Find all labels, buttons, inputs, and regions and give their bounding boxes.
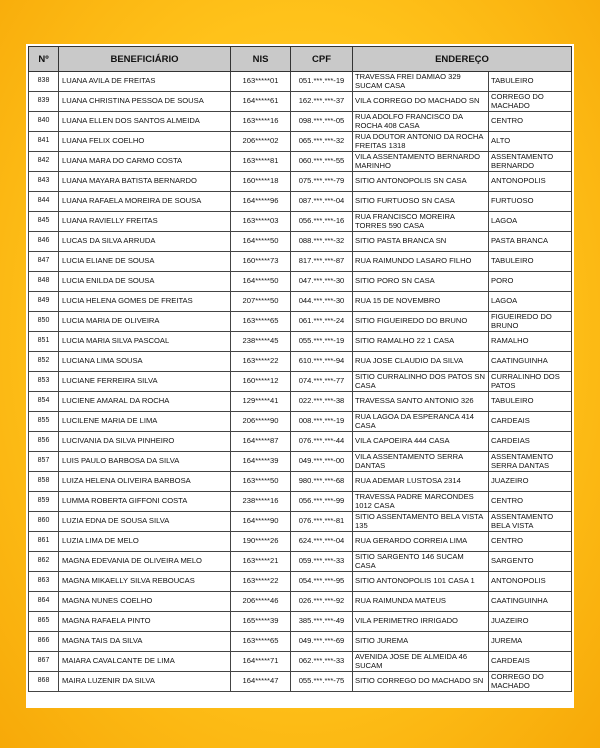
beneficiary-name: LUCIENE AMARAL DA ROCHA — [59, 392, 231, 412]
nis-value: 164*****90 — [231, 512, 291, 532]
nis-value: 206*****90 — [231, 412, 291, 432]
row-number: 863 — [29, 572, 59, 592]
address-street: RUA LAGOA DA ESPERANCA 414 CASA — [353, 412, 489, 432]
address-district: CORREGO DO MACHADO — [489, 672, 572, 692]
nis-value: 163*****01 — [231, 72, 291, 92]
row-number: 853 — [29, 372, 59, 392]
cpf-value: 076.***.***-81 — [291, 512, 353, 532]
address-district: JUREMA — [489, 632, 572, 652]
beneficiary-name: MAGNA NUNES COELHO — [59, 592, 231, 612]
beneficiary-name: LUCIANE FERREIRA SILVA — [59, 372, 231, 392]
row-number: 844 — [29, 192, 59, 212]
nis-value: 164*****47 — [231, 672, 291, 692]
table-header-row — [29, 47, 572, 72]
nis-value: 129*****41 — [231, 392, 291, 412]
cpf-value: 026.***.***-92 — [291, 592, 353, 612]
address-street: SITIO SARGENTO 146 SUCAM CASA — [353, 552, 489, 572]
row-number: 839 — [29, 92, 59, 112]
nis-value: 163*****22 — [231, 352, 291, 372]
nis-value: 163*****65 — [231, 632, 291, 652]
table-row — [29, 472, 572, 492]
address-street: RUA FRANCISCO MOREIRA TORRES 590 CASA — [353, 212, 489, 232]
beneficiary-name: MAGNA EDEVANIA DE OLIVEIRA MELO — [59, 552, 231, 572]
nis-value: 164*****71 — [231, 652, 291, 672]
address-street: AVENIDA JOSE DE ALMEIDA 46 SUCAM — [353, 652, 489, 672]
cpf-value: 008.***.***-19 — [291, 412, 353, 432]
cpf-value: 162.***.***-37 — [291, 92, 353, 112]
address-district: JUAZEIRO — [489, 472, 572, 492]
cpf-value: 817.***.***-87 — [291, 252, 353, 272]
row-number: 842 — [29, 152, 59, 172]
address-street: RUA RAIMUNDA MATEUS — [353, 592, 489, 612]
address-street: RUA GERARDO CORREIA LIMA — [353, 532, 489, 552]
row-number: 859 — [29, 492, 59, 512]
row-number: 840 — [29, 112, 59, 132]
address-district: CENTRO — [489, 112, 572, 132]
beneficiary-name: LUANA MAYARA BATISTA BERNARDO — [59, 172, 231, 192]
address-street: SITIO JUREMA — [353, 632, 489, 652]
address-district: CAATINGUINHA — [489, 352, 572, 372]
address-district: SARGENTO — [489, 552, 572, 572]
beneficiary-name: LUCIA ENILDA DE SOUSA — [59, 272, 231, 292]
header-number: Nº — [29, 47, 59, 72]
cpf-value: 056.***.***-16 — [291, 212, 353, 232]
address-street: TRAVESSA SANTO ANTONIO 326 — [353, 392, 489, 412]
cpf-value: 055.***.***-19 — [291, 332, 353, 352]
address-street: SITIO RAMALHO 22 1 CASA — [353, 332, 489, 352]
beneficiary-name: LUIZA HELENA OLIVEIRA BARBOSA — [59, 472, 231, 492]
address-street: SITIO ASSENTAMENTO BELA VISTA 135 — [353, 512, 489, 532]
address-district: ANTONOPOLIS — [489, 572, 572, 592]
row-number: 838 — [29, 72, 59, 92]
table-row — [29, 492, 572, 512]
nis-value: 163*****65 — [231, 312, 291, 332]
table-row — [29, 632, 572, 652]
row-number: 851 — [29, 332, 59, 352]
address-district: JUAZEIRO — [489, 612, 572, 632]
beneficiary-table — [28, 46, 572, 692]
table-body — [29, 72, 572, 692]
address-district: CURRALINHO DOS PATOS — [489, 372, 572, 392]
beneficiary-name: LUANA CHRISTINA PESSOA DE SOUSA — [59, 92, 231, 112]
cpf-value: 061.***.***-24 — [291, 312, 353, 332]
table-row — [29, 412, 572, 432]
row-number: 865 — [29, 612, 59, 632]
nis-value: 163*****21 — [231, 552, 291, 572]
table-row — [29, 452, 572, 472]
table-row — [29, 132, 572, 152]
table-row — [29, 232, 572, 252]
header-nis: NIS — [231, 47, 291, 72]
row-number: 854 — [29, 392, 59, 412]
table-row — [29, 532, 572, 552]
nis-value: 163*****81 — [231, 152, 291, 172]
nis-value: 238*****16 — [231, 492, 291, 512]
table-row — [29, 192, 572, 212]
table-row — [29, 372, 572, 392]
address-street: VILA CAPOEIRA 444 CASA — [353, 432, 489, 452]
address-district: LAGOA — [489, 212, 572, 232]
table-row — [29, 672, 572, 692]
cpf-value: 056.***.***-99 — [291, 492, 353, 512]
table-row — [29, 152, 572, 172]
table-row — [29, 352, 572, 372]
beneficiary-name: LUANA ELLEN DOS SANTOS ALMEIDA — [59, 112, 231, 132]
beneficiary-name: LUZIA EDNA DE SOUSA SILVA — [59, 512, 231, 532]
address-district: CARDEAIS — [489, 412, 572, 432]
table-row — [29, 92, 572, 112]
cpf-value: 049.***.***-69 — [291, 632, 353, 652]
address-street: SITIO PORO SN CASA — [353, 272, 489, 292]
cpf-value: 065.***.***-32 — [291, 132, 353, 152]
table-row — [29, 552, 572, 572]
beneficiary-name: LUCIA HELENA GOMES DE FREITAS — [59, 292, 231, 312]
address-street: SITIO CURRALINHO DOS PATOS SN CASA — [353, 372, 489, 392]
cpf-value: 098.***.***-05 — [291, 112, 353, 132]
table-row — [29, 212, 572, 232]
beneficiary-name: LUCIVANIA DA SILVA PINHEIRO — [59, 432, 231, 452]
beneficiary-name: LUANA RAFAELA MOREIRA DE SOUSA — [59, 192, 231, 212]
header-cpf: CPF — [291, 47, 353, 72]
address-district: CORREGO DO MACHADO — [489, 92, 572, 112]
beneficiary-name: MAIARA CAVALCANTE DE LIMA — [59, 652, 231, 672]
table-row — [29, 252, 572, 272]
nis-value: 160*****18 — [231, 172, 291, 192]
beneficiary-name: LUANA MARA DO CARMO COSTA — [59, 152, 231, 172]
address-district: ANTONOPOLIS — [489, 172, 572, 192]
cpf-value: 088.***.***-32 — [291, 232, 353, 252]
nis-value: 164*****61 — [231, 92, 291, 112]
address-street: VILA PERIMETRO IRRIGADO — [353, 612, 489, 632]
row-number: 868 — [29, 672, 59, 692]
address-street: RUA ADEMAR LUSTOSA 2314 — [353, 472, 489, 492]
address-street: VILA ASSENTAMENTO BERNARDO MARINHO — [353, 152, 489, 172]
address-district: FURTUOSO — [489, 192, 572, 212]
row-number: 857 — [29, 452, 59, 472]
address-district: LAGOA — [489, 292, 572, 312]
row-number: 843 — [29, 172, 59, 192]
address-district: CAATINGUINHA — [489, 592, 572, 612]
cpf-value: 047.***.***-30 — [291, 272, 353, 292]
address-street: TRAVESSA FREI DAMIAO 329 SUCAM CASA — [353, 72, 489, 92]
address-street: RUA JOSE CLAUDIO DA SILVA — [353, 352, 489, 372]
table-row — [29, 512, 572, 532]
address-district: ALTO — [489, 132, 572, 152]
nis-value: 164*****87 — [231, 432, 291, 452]
address-street: RUA DOUTOR ANTONIO DA ROCHA FREITAS 1318 — [353, 132, 489, 152]
address-street: SITIO FURTUOSO SN CASA — [353, 192, 489, 212]
beneficiary-name: LUIS PAULO BARBOSA DA SILVA — [59, 452, 231, 472]
row-number: 862 — [29, 552, 59, 572]
row-number: 866 — [29, 632, 59, 652]
address-district: TABULEIRO — [489, 72, 572, 92]
address-district: ASSENTAMENTO BERNARDO — [489, 152, 572, 172]
row-number: 850 — [29, 312, 59, 332]
address-district: FIGUEIREDO DO BRUNO — [489, 312, 572, 332]
row-number: 861 — [29, 532, 59, 552]
cpf-value: 060.***.***-55 — [291, 152, 353, 172]
cpf-value: 076.***.***-44 — [291, 432, 353, 452]
row-number: 858 — [29, 472, 59, 492]
address-district: CENTRO — [489, 492, 572, 512]
row-number: 847 — [29, 252, 59, 272]
cpf-value: 055.***.***-75 — [291, 672, 353, 692]
row-number: 846 — [29, 232, 59, 252]
nis-value: 206*****46 — [231, 592, 291, 612]
table-row — [29, 572, 572, 592]
address-street: SITIO PASTA BRANCA SN — [353, 232, 489, 252]
row-number: 848 — [29, 272, 59, 292]
cpf-value: 074.***.***-77 — [291, 372, 353, 392]
cpf-value: 022.***.***-38 — [291, 392, 353, 412]
cpf-value: 059.***.***-33 — [291, 552, 353, 572]
table-row — [29, 332, 572, 352]
cpf-value: 980.***.***-68 — [291, 472, 353, 492]
nis-value: 190*****26 — [231, 532, 291, 552]
address-district: ASSENTAMENTO SERRA DANTAS — [489, 452, 572, 472]
cpf-value: 044.***.***-30 — [291, 292, 353, 312]
address-street: SITIO ANTONOPOLIS SN CASA — [353, 172, 489, 192]
cpf-value: 610.***.***-94 — [291, 352, 353, 372]
address-district: PORO — [489, 272, 572, 292]
nis-value: 160*****73 — [231, 252, 291, 272]
nis-value: 163*****16 — [231, 112, 291, 132]
address-street: VILA CORREGO DO MACHADO SN — [353, 92, 489, 112]
address-street: RUA 15 DE NOVEMBRO — [353, 292, 489, 312]
beneficiary-name: LUCIA MARIA DE OLIVEIRA — [59, 312, 231, 332]
address-district: ASSENTAMENTO BELA VISTA — [489, 512, 572, 532]
cpf-value: 385.***.***-49 — [291, 612, 353, 632]
nis-value: 164*****50 — [231, 272, 291, 292]
table-row — [29, 432, 572, 452]
beneficiary-name: LUANA AVILA DE FREITAS — [59, 72, 231, 92]
nis-value: 163*****22 — [231, 572, 291, 592]
nis-value: 163*****03 — [231, 212, 291, 232]
beneficiary-name: MAGNA RAFAELA PINTO — [59, 612, 231, 632]
table-row — [29, 612, 572, 632]
address-street: VILA ASSENTAMENTO SERRA DANTAS — [353, 452, 489, 472]
beneficiary-name: LUCIA MARIA SILVA PASCOAL — [59, 332, 231, 352]
row-number: 855 — [29, 412, 59, 432]
address-district: CENTRO — [489, 532, 572, 552]
table-row — [29, 592, 572, 612]
beneficiary-name: MAIRA LUZENIR DA SILVA — [59, 672, 231, 692]
address-district: PASTA BRANCA — [489, 232, 572, 252]
table-row — [29, 652, 572, 672]
beneficiary-name: MAGNA TAIS DA SILVA — [59, 632, 231, 652]
address-district: TABULEIRO — [489, 252, 572, 272]
cpf-value: 049.***.***-00 — [291, 452, 353, 472]
nis-value: 164*****39 — [231, 452, 291, 472]
table-row — [29, 312, 572, 332]
table-row — [29, 72, 572, 92]
row-number: 867 — [29, 652, 59, 672]
beneficiary-name: LUANA RAVIELLY FREITAS — [59, 212, 231, 232]
address-street: SITIO CORREGO DO MACHADO SN — [353, 672, 489, 692]
nis-value: 238*****45 — [231, 332, 291, 352]
table-row — [29, 172, 572, 192]
address-street: TRAVESSA PADRE MARCONDES 1012 CASA — [353, 492, 489, 512]
header-beneficiary: BENEFICIÁRIO — [59, 47, 231, 72]
row-number: 860 — [29, 512, 59, 532]
row-number: 864 — [29, 592, 59, 612]
table-row — [29, 112, 572, 132]
nis-value: 207*****50 — [231, 292, 291, 312]
nis-value: 164*****50 — [231, 232, 291, 252]
row-number: 852 — [29, 352, 59, 372]
header-address: ENDEREÇO — [353, 47, 572, 72]
nis-value: 163*****50 — [231, 472, 291, 492]
address-street: SITIO FIGUEIREDO DO BRUNO — [353, 312, 489, 332]
row-number: 849 — [29, 292, 59, 312]
table-row — [29, 392, 572, 412]
address-street: SITIO ANTONOPOLIS 101 CASA 1 — [353, 572, 489, 592]
beneficiary-name: LUZIA LIMA DE MELO — [59, 532, 231, 552]
row-number: 841 — [29, 132, 59, 152]
address-district: CARDEAIS — [489, 652, 572, 672]
address-street: RUA RAIMUNDO LASARO FILHO — [353, 252, 489, 272]
nis-value: 160*****12 — [231, 372, 291, 392]
beneficiary-name: LUANA FELIX COELHO — [59, 132, 231, 152]
nis-value: 164*****96 — [231, 192, 291, 212]
cpf-value: 051.***.***-19 — [291, 72, 353, 92]
table-row — [29, 292, 572, 312]
cpf-value: 624.***.***-04 — [291, 532, 353, 552]
address-street: RUA ADOLFO FRANCISCO DA ROCHA 408 CASA — [353, 112, 489, 132]
beneficiary-name: LUCAS DA SILVA ARRUDA — [59, 232, 231, 252]
cpf-value: 075.***.***-79 — [291, 172, 353, 192]
cpf-value: 054.***.***-95 — [291, 572, 353, 592]
cpf-value: 062.***.***-33 — [291, 652, 353, 672]
beneficiary-name: LUCIANA LIMA SOUSA — [59, 352, 231, 372]
row-number: 856 — [29, 432, 59, 452]
address-district: RAMALHO — [489, 332, 572, 352]
beneficiary-name: LUCILENE MARIA DE LIMA — [59, 412, 231, 432]
document-sheet — [26, 44, 574, 708]
beneficiary-name: LUMMA ROBERTA GIFFONI COSTA — [59, 492, 231, 512]
beneficiary-name: LUCIA ELIANE DE SOUSA — [59, 252, 231, 272]
beneficiary-name: MAGNA MIKAELLY SILVA REBOUCAS — [59, 572, 231, 592]
cpf-value: 087.***.***-04 — [291, 192, 353, 212]
table-row — [29, 272, 572, 292]
nis-value: 165*****39 — [231, 612, 291, 632]
row-number: 845 — [29, 212, 59, 232]
nis-value: 206*****02 — [231, 132, 291, 152]
address-district: TABULEIRO — [489, 392, 572, 412]
address-district: CARDEIAS — [489, 432, 572, 452]
